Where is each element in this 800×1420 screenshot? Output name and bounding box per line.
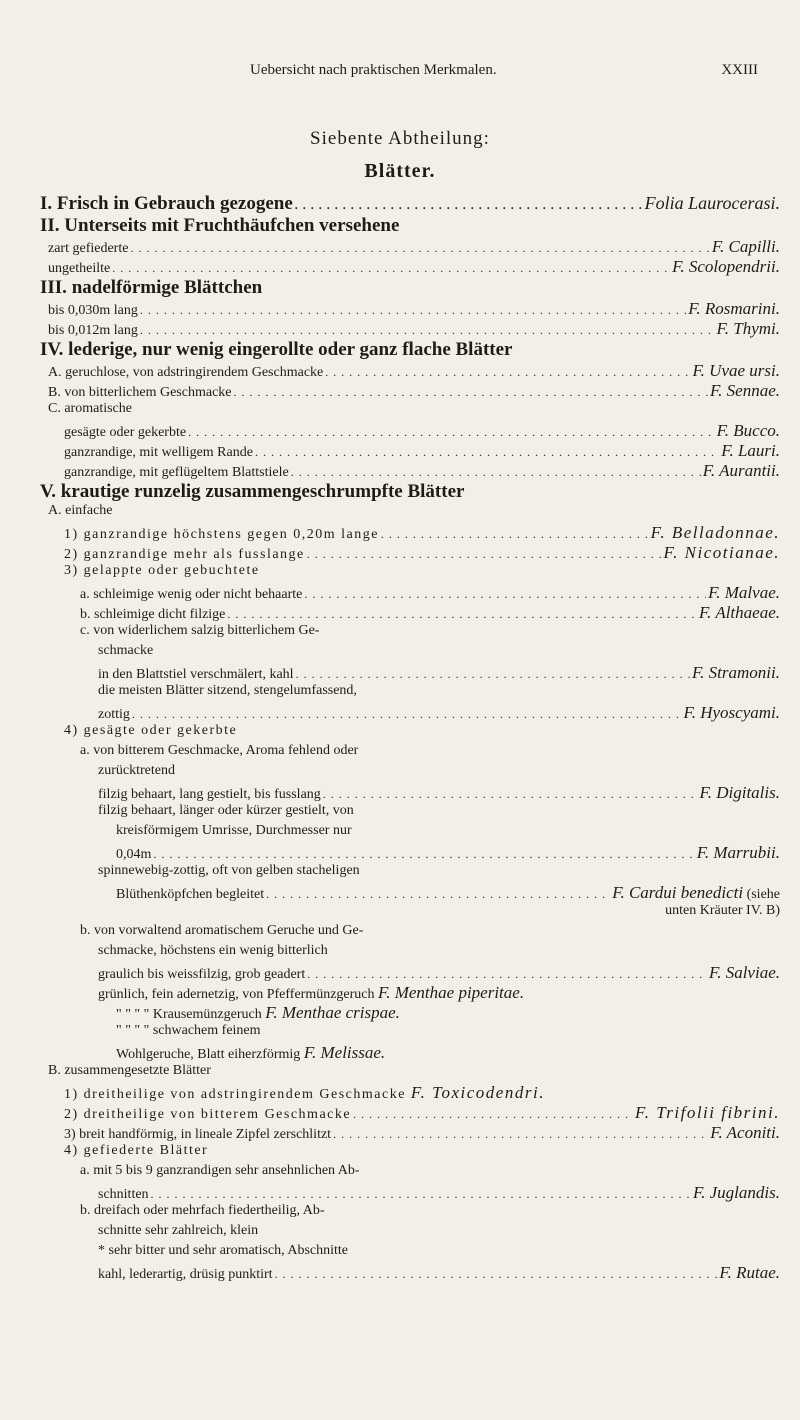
cross-reference-note: unten Kräuter IV. B) <box>665 903 780 918</box>
entry-v-a3c: c. von widerlichem salzig bitterlichem Ge- <box>80 623 320 638</box>
entry-v-a4a-cardui: Blüthenköpfchen begleitet . . . F. Cardui benedicti (siehe <box>40 883 780 903</box>
entry-v-b4: 4) gefiederte Blätter <box>64 1143 209 1158</box>
entry-iv-c: C. aromatische <box>48 401 132 416</box>
entry-v-a4b-crispae: " " " " Krausemünzgeruch F. Menthae crispae. <box>116 1003 400 1022</box>
entry-ii-a: zart gefiederte . . . F. Capilli. <box>40 237 780 257</box>
section-subtitle: Blätter. <box>364 160 436 182</box>
entry-iii-a: bis 0,030m lang . . . F. Rosmarini. <box>40 299 780 319</box>
entry-v-a4a-digitalis: filzig behaart, lang gestielt, bis fusslang . . . F. Digitalis. <box>40 783 780 803</box>
index-list <box>40 193 780 1283</box>
entry-v-b: B. zusammengesetzte Blätter <box>48 1063 211 1078</box>
entry-iv-c3: ganzrandige, mit geflügeltem Blattstiele . . . F. Aurantii. <box>40 461 780 481</box>
entry-v-a4a-cont: zurücktretend <box>98 763 175 778</box>
entry-v-a3c-desc: die meisten Blätter sitzend, stengelumfassend, <box>98 683 357 698</box>
entry-v-a3: 3) gelappte oder gebuchtete <box>64 563 260 578</box>
entry-v-a4b-desc: " " " " schwachem feinem <box>116 1023 261 1038</box>
entry-iv-b: B. von bitterlichem Geschmacke . . . F. Sennae. <box>40 381 780 401</box>
entry-v-a4: 4) gesägte oder gekerbte <box>64 723 238 738</box>
section-title: Siebente Abtheilung: <box>310 128 490 149</box>
entry-v-a1: 1) ganzrandige höchstens gegen 0,20m lange . . . F. Belladonnae. <box>40 523 780 543</box>
page-number: XXIII <box>721 62 758 78</box>
entry-iv-c2: ganzrandige, mit welligem Rande . . . F. Lauri. <box>40 441 780 461</box>
entry-ii-b: ungetheilte . . . F. Scolopendrii. <box>40 257 780 277</box>
entry-iv: IV. lederige, nur wenig eingerollte oder ganz flache Blätter <box>40 339 513 360</box>
entry-v-a4b-salviae: graulich bis weissfilzig, grob geadert . . . F. Salviae. <box>40 963 780 983</box>
entry-v-a4a-desc3: spinnewebig-zottig, oft von gelben stacheligen <box>98 863 360 878</box>
entry-v: V. krautige runzelig zusammengeschrumpfte Blätter <box>40 481 465 502</box>
running-header <box>250 62 758 79</box>
entry-v-a3c-cont: schmacke <box>98 643 154 658</box>
entry-v-b3: 3) breit handförmig, in lineale Zipfel zerschlitzt . . . F. Aconiti. <box>40 1123 780 1143</box>
entry-v-b4a-juglandis: schnitten . . . F. Juglandis. <box>40 1183 780 1203</box>
entry-v-a: A. einfache <box>48 503 113 518</box>
entry-v-a4a: a. von bitterem Geschmacke, Aroma fehlend oder <box>80 743 359 758</box>
entry-iv-c1: gesägte oder gekerbte . . . F. Bucco. <box>40 421 780 441</box>
entry-v-a2: 2) ganzrandige mehr als fusslange . . . F. Nicotianae. <box>40 543 780 563</box>
entry-v-a4b-melissae: Wohlgeruche, Blatt eiherzförmig F. Melissae. <box>116 1043 386 1062</box>
entry-v-a4b-cont: schmacke, höchstens ein wenig bitterlich <box>98 943 328 958</box>
entry-v-a3a: a. schleimige wenig oder nicht behaarte . . . F. Malvae. <box>40 583 780 603</box>
entry-v-a4a-desc1: filzig behaart, länger oder kürzer gestielt, von <box>98 803 354 818</box>
entry-v-a4a-marrubii: 0,04m . . . F. Marrubii. <box>40 843 780 863</box>
entry-v-b1: 1) dreitheilige von adstringirendem Geschmacke F. Toxicodendri. <box>64 1083 545 1102</box>
entry-v-a3c-stramonii: in den Blattstiel verschmälert, kahl . . . F. Stramonii. <box>40 663 780 683</box>
entry-iv-a: A. geruchlose, von adstringirendem Geschmacke . . . F. Uvae ursi. <box>40 361 780 381</box>
entry-v-b4b: b. dreifach oder mehrfach fiedertheilig, Ab- <box>80 1203 325 1218</box>
entry-ii: II. Unterseits mit Fruchthäufchen versehene <box>40 215 400 236</box>
entry-v-b4b-cont: schnitte sehr zahlreich, klein <box>98 1223 259 1238</box>
entry-iii-b: bis 0,012m lang . . . F. Thymi. <box>40 319 780 339</box>
entry-v-b4a: a. mit 5 bis 9 ganzrandigen sehr ansehnlichen Ab- <box>80 1163 360 1178</box>
entry-v-b4b-desc: * sehr bitter und sehr aromatisch, Abschnitte <box>98 1243 348 1258</box>
entry-v-a3c-hyoscyami: zottig . . . F. Hyoscyami. <box>40 703 780 723</box>
entry-v-b2: 2) dreitheilige von bitterem Geschmacke . . . F. Trifolii fibrini. <box>40 1103 780 1123</box>
entry-v-a4b-piperitae: grünlich, fein adernetzig, von Pfeffermünzgeruch F. Menthae piperitae. <box>98 983 525 1002</box>
entry-v-a4a-desc2: kreisförmigem Umrisse, Durchmesser nur <box>116 823 352 838</box>
entry-v-a4b: b. von vorwaltend aromatischem Geruche und Ge- <box>80 923 364 938</box>
entry-iii: III. nadelförmige Blättchen <box>40 277 263 298</box>
entry-v-a3b: b. schleimige dicht filzige . . . F. Althaeae. <box>40 603 780 623</box>
running-title: Uebersicht nach praktischen Merkmalen. <box>250 62 497 78</box>
entry-i: I. Frisch in Gebrauch gezogene . . . Folia Laurocerasi. <box>40 193 780 215</box>
entry-v-b4b-rutae: kahl, lederartig, drüsig punktirt . . . F. Rutae. <box>40 1263 780 1283</box>
